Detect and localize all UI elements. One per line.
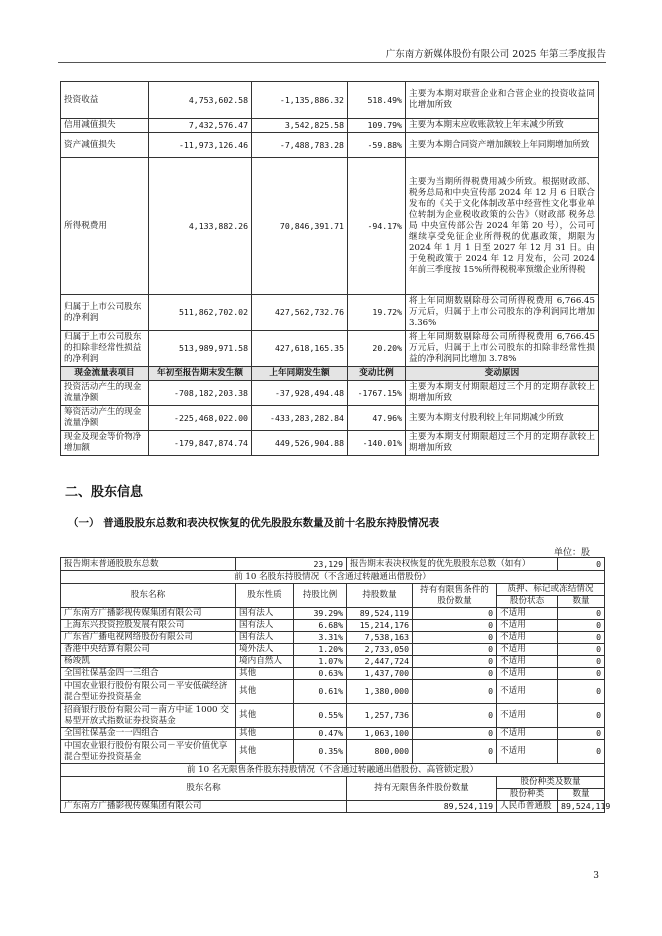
col-header-restricted: 持有有限售条件的股份数量 xyxy=(413,584,497,608)
change-reason: 主要为当期所得税费用减少所致。根据财政部、税务总局和中央宣传部 2024 年 12 月 6 日联合发布的《关于文化体制改革中经营性文化事业单位转制为企业税收政策的公告》（财政部 税务总局 中央宣传部公告 2024 年第 20 号），公司可继续享受免征企业所得税的优惠政策，期限为 2024 年 1 月 1 日至 2027 年 12 月 31 日。由于免税政策于 2024 年 12 月发布，公司 2024 年前三季度按 15%所得税税率预缴企业所得税 xyxy=(406,158,599,295)
shareholder-row xyxy=(61,644,605,656)
pledge-count: 0 xyxy=(558,740,605,764)
pledge-status: 不适用 xyxy=(497,620,558,632)
item-name: 投资收益 xyxy=(61,82,149,119)
shareholder-name: 全国社保基金四一三组合 xyxy=(61,668,236,680)
shareholding-ratio: 0.47% xyxy=(294,728,347,740)
shareholder-nature: 境内自然人 xyxy=(236,656,294,668)
col-header-status: 股份状态 xyxy=(497,596,558,608)
shareholder-row xyxy=(61,668,605,680)
current-value: 4,133,882.26 xyxy=(149,158,252,295)
current-value: -708,182,203.38 xyxy=(149,381,252,406)
restricted-qty: 0 xyxy=(413,620,497,632)
shareholder-row xyxy=(61,656,605,668)
restricted-qty: 0 xyxy=(413,608,497,620)
restricted-qty: 0 xyxy=(413,740,497,764)
current-value: 513,989,971.58 xyxy=(149,331,252,367)
prior-value: 427,562,732.76 xyxy=(252,295,348,331)
shareholder-name: 广东南方广播影视传媒集团有限公司 xyxy=(61,608,236,620)
shareholder-name: 香港中央结算有限公司 xyxy=(61,644,236,656)
change-reason: 将上年同期数剔除母公司所得税费用 6,766.45 万元后，归属于上市公司股东的扣除非经常性损益的净利润同比增加 3.78% xyxy=(406,331,599,367)
shareholder-name: 全国社保基金一一四组合 xyxy=(61,728,236,740)
pledge-status: 不适用 xyxy=(497,728,558,740)
cashflow-row xyxy=(61,431,599,456)
shareholder-row xyxy=(61,704,605,728)
shareholder-name: 中国农业银行股份有限公司－平安价值优享混合型证券投资基金 xyxy=(61,740,236,764)
shareholding-ratio: 1.20% xyxy=(294,644,347,656)
prior-value: 70,846,391.71 xyxy=(252,158,348,295)
u-unrestricted-qty: 89,524,119 xyxy=(347,801,497,813)
shareholder-nature: 国有法人 xyxy=(236,632,294,644)
pledge-status: 不适用 xyxy=(497,644,558,656)
change-ratio: 518.49% xyxy=(348,82,406,119)
shareholder-name: 招商银行股份有限公司－南方中证 1000 交易型开放式指数证券投资基金 xyxy=(61,704,236,728)
financial-row xyxy=(61,158,599,295)
shareholding-ratio: 6.68% xyxy=(294,620,347,632)
shareholding-ratio: 39.29% xyxy=(294,608,347,620)
u-col-header-name: 股东名称 xyxy=(61,777,347,801)
restricted-qty: 0 xyxy=(413,644,497,656)
shareholder-row xyxy=(61,680,605,704)
shareholding-qty: 1,257,736 xyxy=(347,704,413,728)
shareholding-ratio: 0.61% xyxy=(294,680,347,704)
change-reason: 主要为本期对联营企业和合营企业的投资收益同比增加所致 xyxy=(406,82,599,119)
u-col-header-kind: 股份种类 xyxy=(497,789,558,801)
change-reason: 将上年同期数剔除母公司所得税费用 6,766.45 万元后，归属于上市公司股东的净利润同比增加 3.36% xyxy=(406,295,599,331)
shareholder-nature: 境外法人 xyxy=(236,644,294,656)
unrestricted-row xyxy=(61,801,605,813)
item-name: 所得税费用 xyxy=(61,158,149,295)
pledge-status: 不适用 xyxy=(497,656,558,668)
change-reason: 主要为本期支付股利较上年同期减少所致 xyxy=(406,406,599,431)
item-name: 归属于上市公司股东的扣除非经常性损益的净利润 xyxy=(61,331,149,367)
shareholding-qty: 1,380,000 xyxy=(347,680,413,704)
prior-value: -37,928,494.48 xyxy=(252,381,348,406)
restricted-qty: 0 xyxy=(413,668,497,680)
current-value: -11,973,126.46 xyxy=(149,133,252,158)
cash-col-item: 现金流量表项目 xyxy=(61,367,149,381)
change-reason: 主要为本期支付期限超过三个月的定期存款较上期增加所致 xyxy=(406,381,599,406)
pledge-count: 0 xyxy=(558,656,605,668)
change-ratio: -140.01% xyxy=(348,431,406,456)
change-ratio: -1767.15% xyxy=(348,381,406,406)
shareholder-row xyxy=(61,620,605,632)
col-header-ratio: 持股比例 xyxy=(294,584,347,608)
shareholding-qty: 7,538,163 xyxy=(347,632,413,644)
total-holders-label: 报告期末普通股股东总数 xyxy=(61,558,236,571)
shareholder-nature: 国有法人 xyxy=(236,620,294,632)
financial-row xyxy=(61,119,599,133)
prior-value: -433,283,282.84 xyxy=(252,406,348,431)
shareholding-qty: 15,214,176 xyxy=(347,620,413,632)
shareholder-nature: 其他 xyxy=(236,668,294,680)
change-ratio: -59.88% xyxy=(348,133,406,158)
financial-row xyxy=(61,133,599,158)
u-col-header-type: 股份种类及数量 xyxy=(497,777,605,789)
current-value: 4,753,602.58 xyxy=(149,82,252,119)
current-value: 7,432,576.47 xyxy=(149,119,252,133)
shareholder-name: 上海东兴投资控股发展有限公司 xyxy=(61,620,236,632)
total-holders-value: 23,129 xyxy=(236,558,347,571)
financial-row xyxy=(61,295,599,331)
pledge-status: 不适用 xyxy=(497,608,558,620)
pledge-count: 0 xyxy=(558,632,605,644)
subsection-title: （一） 普通股股东总数和表决权恢复的优先股股东数量及前十名股东持股情况表 xyxy=(68,517,440,529)
cash-col-current: 年初至报告期末发生额 xyxy=(149,367,252,381)
current-value: -179,847,874.74 xyxy=(149,431,252,456)
financial-changes-table xyxy=(60,81,599,456)
u-col-header-qty: 持有无限售条件股份数量 xyxy=(347,777,497,801)
shareholding-qty: 800,000 xyxy=(347,740,413,764)
pledge-status: 不适用 xyxy=(497,740,558,764)
cashflow-header-row xyxy=(61,367,599,381)
prior-value: -1,135,886.32 xyxy=(252,82,348,119)
item-name: 筹资活动产生的现金流量净额 xyxy=(61,406,149,431)
change-reason: 主要为本期合同资产增加额较上年同期增加所致 xyxy=(406,133,599,158)
financial-row xyxy=(61,331,599,367)
shareholding-ratio: 3.31% xyxy=(294,632,347,644)
shareholding-qty: 2,733,050 xyxy=(347,644,413,656)
shareholder-nature: 其他 xyxy=(236,704,294,728)
u-shareholder-name: 广东南方广播影视传媒集团有限公司 xyxy=(61,801,347,813)
cash-col-prior: 上年同期发生额 xyxy=(252,367,348,381)
cashflow-row xyxy=(61,406,599,431)
current-value: -225,468,022.00 xyxy=(149,406,252,431)
pledge-count: 0 xyxy=(558,680,605,704)
shareholder-nature: 国有法人 xyxy=(236,608,294,620)
shareholding-qty: 89,524,119 xyxy=(347,608,413,620)
shareholder-name: 中国农业银行股份有限公司－平安低碳经济混合型证券投资基金 xyxy=(61,680,236,704)
change-ratio: -94.17% xyxy=(348,158,406,295)
restricted-qty: 0 xyxy=(413,632,497,644)
shareholder-row xyxy=(61,608,605,620)
pledge-count: 0 xyxy=(558,728,605,740)
shareholder-nature: 其他 xyxy=(236,740,294,764)
current-value: 511,862,702.02 xyxy=(149,295,252,331)
top10-title: 前 10 名股东持股情况（不含通过转融通出借股份） xyxy=(61,571,605,584)
cashflow-row xyxy=(61,381,599,406)
shareholder-row xyxy=(61,632,605,644)
u-share-count: 89,524,119 xyxy=(558,801,605,813)
shareholder-row xyxy=(61,728,605,740)
col-header-name: 股东名称 xyxy=(61,584,236,608)
shareholding-ratio: 0.35% xyxy=(294,740,347,764)
shareholding-ratio: 0.63% xyxy=(294,668,347,680)
pledge-status: 不适用 xyxy=(497,632,558,644)
pledge-count: 0 xyxy=(558,620,605,632)
change-ratio: 20.20% xyxy=(348,331,406,367)
prior-value: 427,618,165.35 xyxy=(252,331,348,367)
pledge-count: 0 xyxy=(558,608,605,620)
shareholding-qty: 2,447,724 xyxy=(347,656,413,668)
u-col-header-count: 数量 xyxy=(558,789,605,801)
shareholder-name: 广东省广播电视网络股份有限公司 xyxy=(61,632,236,644)
shareholding-ratio: 1.07% xyxy=(294,656,347,668)
unit-label: 单位：股 xyxy=(553,548,590,558)
change-ratio: 19.72% xyxy=(348,295,406,331)
page-number: 3 xyxy=(593,871,599,881)
restricted-qty: 0 xyxy=(413,656,497,668)
change-ratio: 109.79% xyxy=(348,119,406,133)
col-header-pledge: 质押、标记或冻结情况 xyxy=(497,584,605,596)
item-name: 归属于上市公司股东的净利润 xyxy=(61,295,149,331)
shareholder-table xyxy=(60,557,611,813)
shareholder-nature: 其他 xyxy=(236,728,294,740)
item-name: 资产减值损失 xyxy=(61,133,149,158)
col-header-nature: 股东性质 xyxy=(236,584,294,608)
page-header-title: 广东南方新媒体股份有限公司 2025 年第三季度报告 xyxy=(385,49,606,60)
restricted-qty: 0 xyxy=(413,728,497,740)
pref-holders-value: 0 xyxy=(558,558,605,571)
change-reason: 主要为本期末应收账款较上年末减少所致 xyxy=(406,119,599,133)
prior-value: 3,542,825.58 xyxy=(252,119,348,133)
cash-col-reason: 变动原因 xyxy=(406,367,599,381)
change-ratio: 47.96% xyxy=(348,406,406,431)
item-name: 现金及现金等价物净增加额 xyxy=(61,431,149,456)
cash-col-change: 变动比例 xyxy=(348,367,406,381)
shareholding-qty: 1,437,700 xyxy=(347,668,413,680)
col-header-count: 数量 xyxy=(558,596,605,608)
shareholding-ratio: 0.55% xyxy=(294,704,347,728)
item-name: 信用减值损失 xyxy=(61,119,149,133)
shareholder-name: 杨竣凯 xyxy=(61,656,236,668)
pref-holders-label: 报告期末表决权恢复的优先股股东总数（如有） xyxy=(347,558,558,571)
shareholder-row xyxy=(61,740,605,764)
shareholding-qty: 1,063,100 xyxy=(347,728,413,740)
restricted-qty: 0 xyxy=(413,680,497,704)
pledge-count: 0 xyxy=(558,644,605,656)
shareholder-nature: 其他 xyxy=(236,680,294,704)
change-reason: 主要为本期支付期限超过三个月的定期存款较上期增加所致 xyxy=(406,431,599,456)
pledge-status: 不适用 xyxy=(497,668,558,680)
pledge-status: 不适用 xyxy=(497,704,558,728)
pledge-count: 0 xyxy=(558,668,605,680)
item-name: 投资活动产生的现金流量净额 xyxy=(61,381,149,406)
u-share-kind: 人民币普通股 xyxy=(497,801,558,813)
prior-value: 449,526,904.88 xyxy=(252,431,348,456)
pledge-status: 不适用 xyxy=(497,680,558,704)
pledge-count: 0 xyxy=(558,704,605,728)
unrestricted-title: 前 10 名无限售条件股东持股情况（不含通过转融通出借股份、高管锁定股） xyxy=(61,764,605,777)
col-header-qty: 持股数量 xyxy=(347,584,413,608)
prior-value: -7,488,783.28 xyxy=(252,133,348,158)
header-rule xyxy=(58,62,606,63)
section-title: 二、股东信息 xyxy=(65,485,144,500)
restricted-qty: 0 xyxy=(413,704,497,728)
financial-row xyxy=(61,82,599,119)
